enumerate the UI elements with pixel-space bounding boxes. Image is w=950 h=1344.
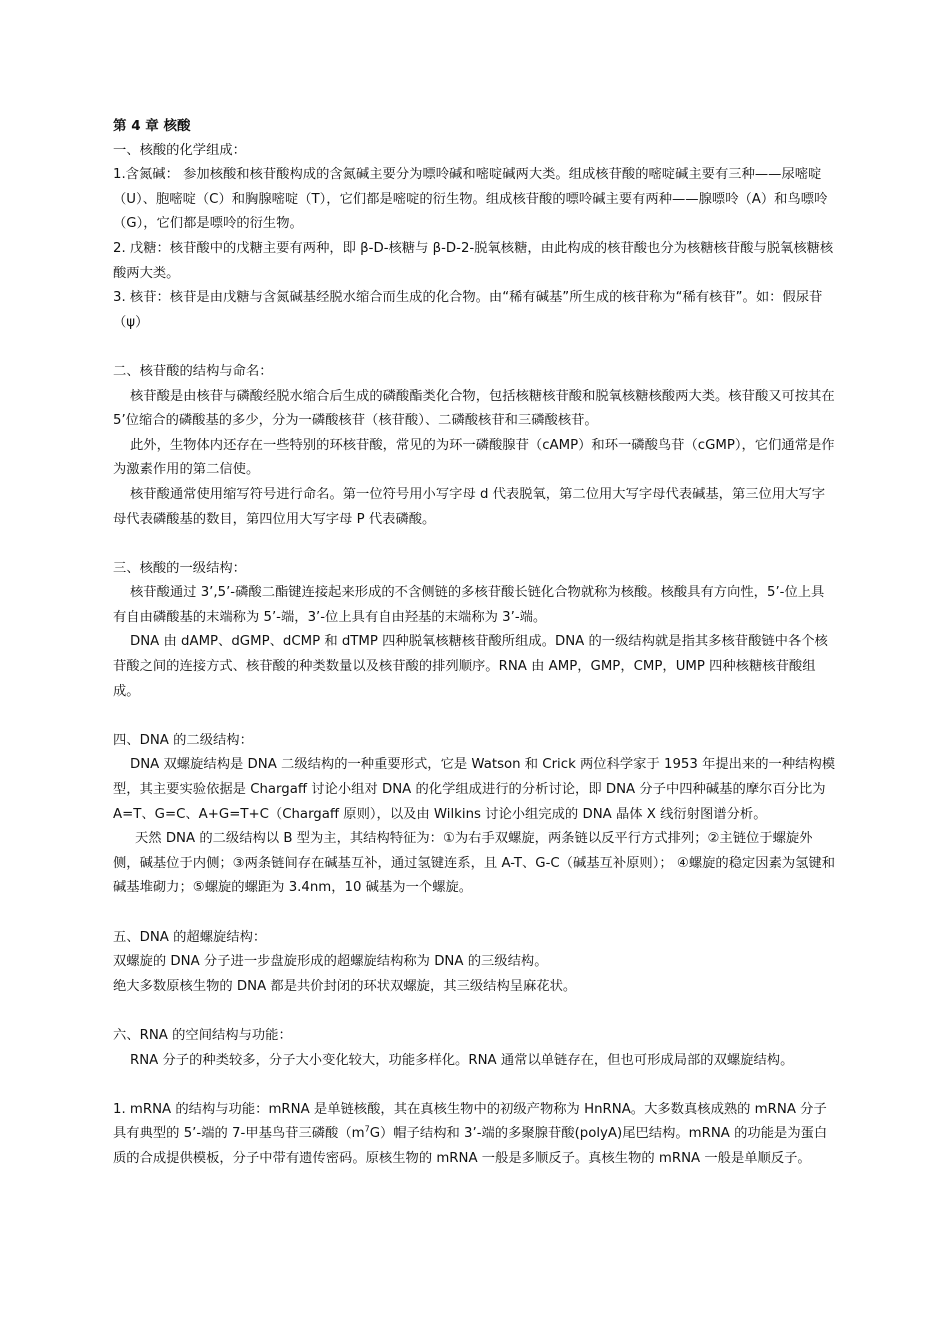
section-3-heading: 三、核酸的一级结构： <box>113 560 246 576</box>
section-2-para-2: 此外，生物体内还存在一些特别的环核苷酸，常见的为环一磷酸腺苷（cAMP）和环一磷酸鸟苷（cGMP），它们通常是作为激素作用的第二信使。 <box>113 437 835 478</box>
section-4-heading: 四、DNA 的二级结构： <box>113 732 253 748</box>
section-6-para-2 <box>113 1098 837 1172</box>
spacer <box>113 704 837 729</box>
spacer <box>113 532 837 557</box>
section-5-para-2: 绝大多数原核生物的 DNA 都是共价封闭的环状双螺旋，其三级结构呈麻花状。 <box>113 978 577 994</box>
section-1-heading: 一、核酸的化学组成： <box>113 142 246 158</box>
chapter-title: 第 4 章 核酸 <box>113 118 191 134</box>
section-1-para-1: 1.含氮碱： 参加核酸和核苷酸构成的含氮碱主要分为嘌呤碱和嘧啶碱两大类。组成核苷酸的嘧啶碱主要有三种——尿嘧啶（U）、胞嘧啶（C）和胸腺嘧啶（T），它们都是嘧啶的衍生物。组成核苷酸的嘌呤碱主要有两种——腺嘌呤（A）和鸟嘌呤（G），它们都是嘌呤的衍生物。 <box>113 167 828 232</box>
section-6-heading: 六、RNA 的空间结构与功能： <box>113 1027 292 1043</box>
spacer <box>113 901 837 926</box>
section-2-heading: 二、核苷酸的结构与命名： <box>113 363 273 379</box>
section-1-para-3: 3. 核苷：核苷是由戊糖与含氮碱基经脱水缩合而生成的化合物。由“稀有碱基”所生成的核苷称为“稀有核苷”。如：假尿苷（ψ） <box>113 290 823 330</box>
section-1-para-2: 2. 戊糖：核苷酸中的戊糖主要有两种，即 β-D-核糖与 β-D-2-脱氧核糖，由此构成的核苷酸也分为核糖核苷酸与脱氧核糖核酸两大类。 <box>113 240 834 281</box>
mrna-text-b: G）帽子结构和 3’-端的多聚腺苷酸(polyA)尾巴结构。mRNA 的功能是为蛋白质的合成提供模板，分子中带有遗传密码。原核生物的 mRNA 一般是多顺反子。真核生物的 mRNA 一般是单顺反子。 <box>113 1126 828 1166</box>
section-6-para-1: RNA 分子的种类较多，分子大小变化较大，功能多样化。RNA 通常以单链存在，但也可形成局部的双螺旋结构。 <box>130 1052 794 1068</box>
section-2-para-1: 核苷酸是由核苷与磷酸经脱水缩合后生成的磷酸酯类化合物，包括核糖核苷酸和脱氧核糖核酸两大类。核苷酸又可按其在 5’位缩合的磷酸基的多少，分为一磷酸核苷（核苷酸）、二磷酸核苷和三磷酸核苷。 <box>113 388 835 429</box>
section-3-para-1: 核苷酸通过 3’,5’-磷酸二酯键连接起来形成的不含侧链的多核苷酸长链化合物就称为核酸。核酸具有方向性，5’-位上具有自由磷酸基的末端称为 5’-端，3’-位上具有自由羟基的末端称为 3’-端。 <box>113 585 825 625</box>
section-2-para-3: 核苷酸通常使用缩写符号进行命名。第一位符号用小写字母 d 代表脱氧，第二位用大写字母代表碱基，第三位用大写字母代表磷酸基的数目，第四位用大写字母 P 代表磷酸。 <box>113 486 826 527</box>
section-3-para-2: DNA 由 dAMP、dGMP、dCMP 和 dTMP 四种脱氧核糖核苷酸所组成。DNA 的一级结构就是指其多核苷酸链中各个核苷酸之间的连接方式、核苷酸的种类数量以及核苷酸的排列顺序。RNA 由 AMP，GMP，CMP，UMP 四种核糖核苷酸组成。 <box>113 634 828 699</box>
mrna-text-a: 1. mRNA 的结构与功能：mRNA 是单链核酸，其在真核生物中的初级产物称为 HnRNA。大多数真核成熟的 mRNA 分子具有典型的 5’-端的 7-甲基鸟苷三磷酸（m <box>113 1101 827 1142</box>
section-5-para-1: 双螺旋的 DNA 分子进一步盘旋形成的超螺旋结构称为 DNA 的三级结构。 <box>113 954 548 970</box>
spacer <box>113 999 837 1024</box>
spacer <box>113 1073 837 1098</box>
section-4-para-1: DNA 双螺旋结构是 DNA 二级结构的一种重要形式，它是 Watson 和 Crick 两位科学家于 1953 年提出来的一种结构模型，其主要实验依据是 Chargaff 讨论小组对 DNA 的化学组成进行的分析讨论，即 DNA 分子中四种碱基的摩尔百分比为 A=T、G=C、A+G=T+C（Chargaff 原则），以及由 Wilkins 讨论小组完成的 DNA 晶体 X 线衍射图谱分析。 <box>113 757 836 822</box>
spacer <box>113 335 837 360</box>
section-5-heading: 五、DNA 的超螺旋结构： <box>113 929 267 945</box>
section-4-para-2: 天然 DNA 的二级结构以 B 型为主，其结构特征为：①为右手双螺旋，两条链以反平行方式排列；②主链位于螺旋外侧，碱基位于内侧；③两条链间存在碱基互补，通过氢键连系，且 A-T、G-C（碱基互补原则）； ④螺旋的稳定因素为氢键和碱基堆砌力；⑤螺旋的螺距为 3.4nm，10 碱基为一个螺旋。 <box>113 831 836 896</box>
superscript-7: 7 <box>364 1124 370 1134</box>
document-page <box>113 114 837 1172</box>
